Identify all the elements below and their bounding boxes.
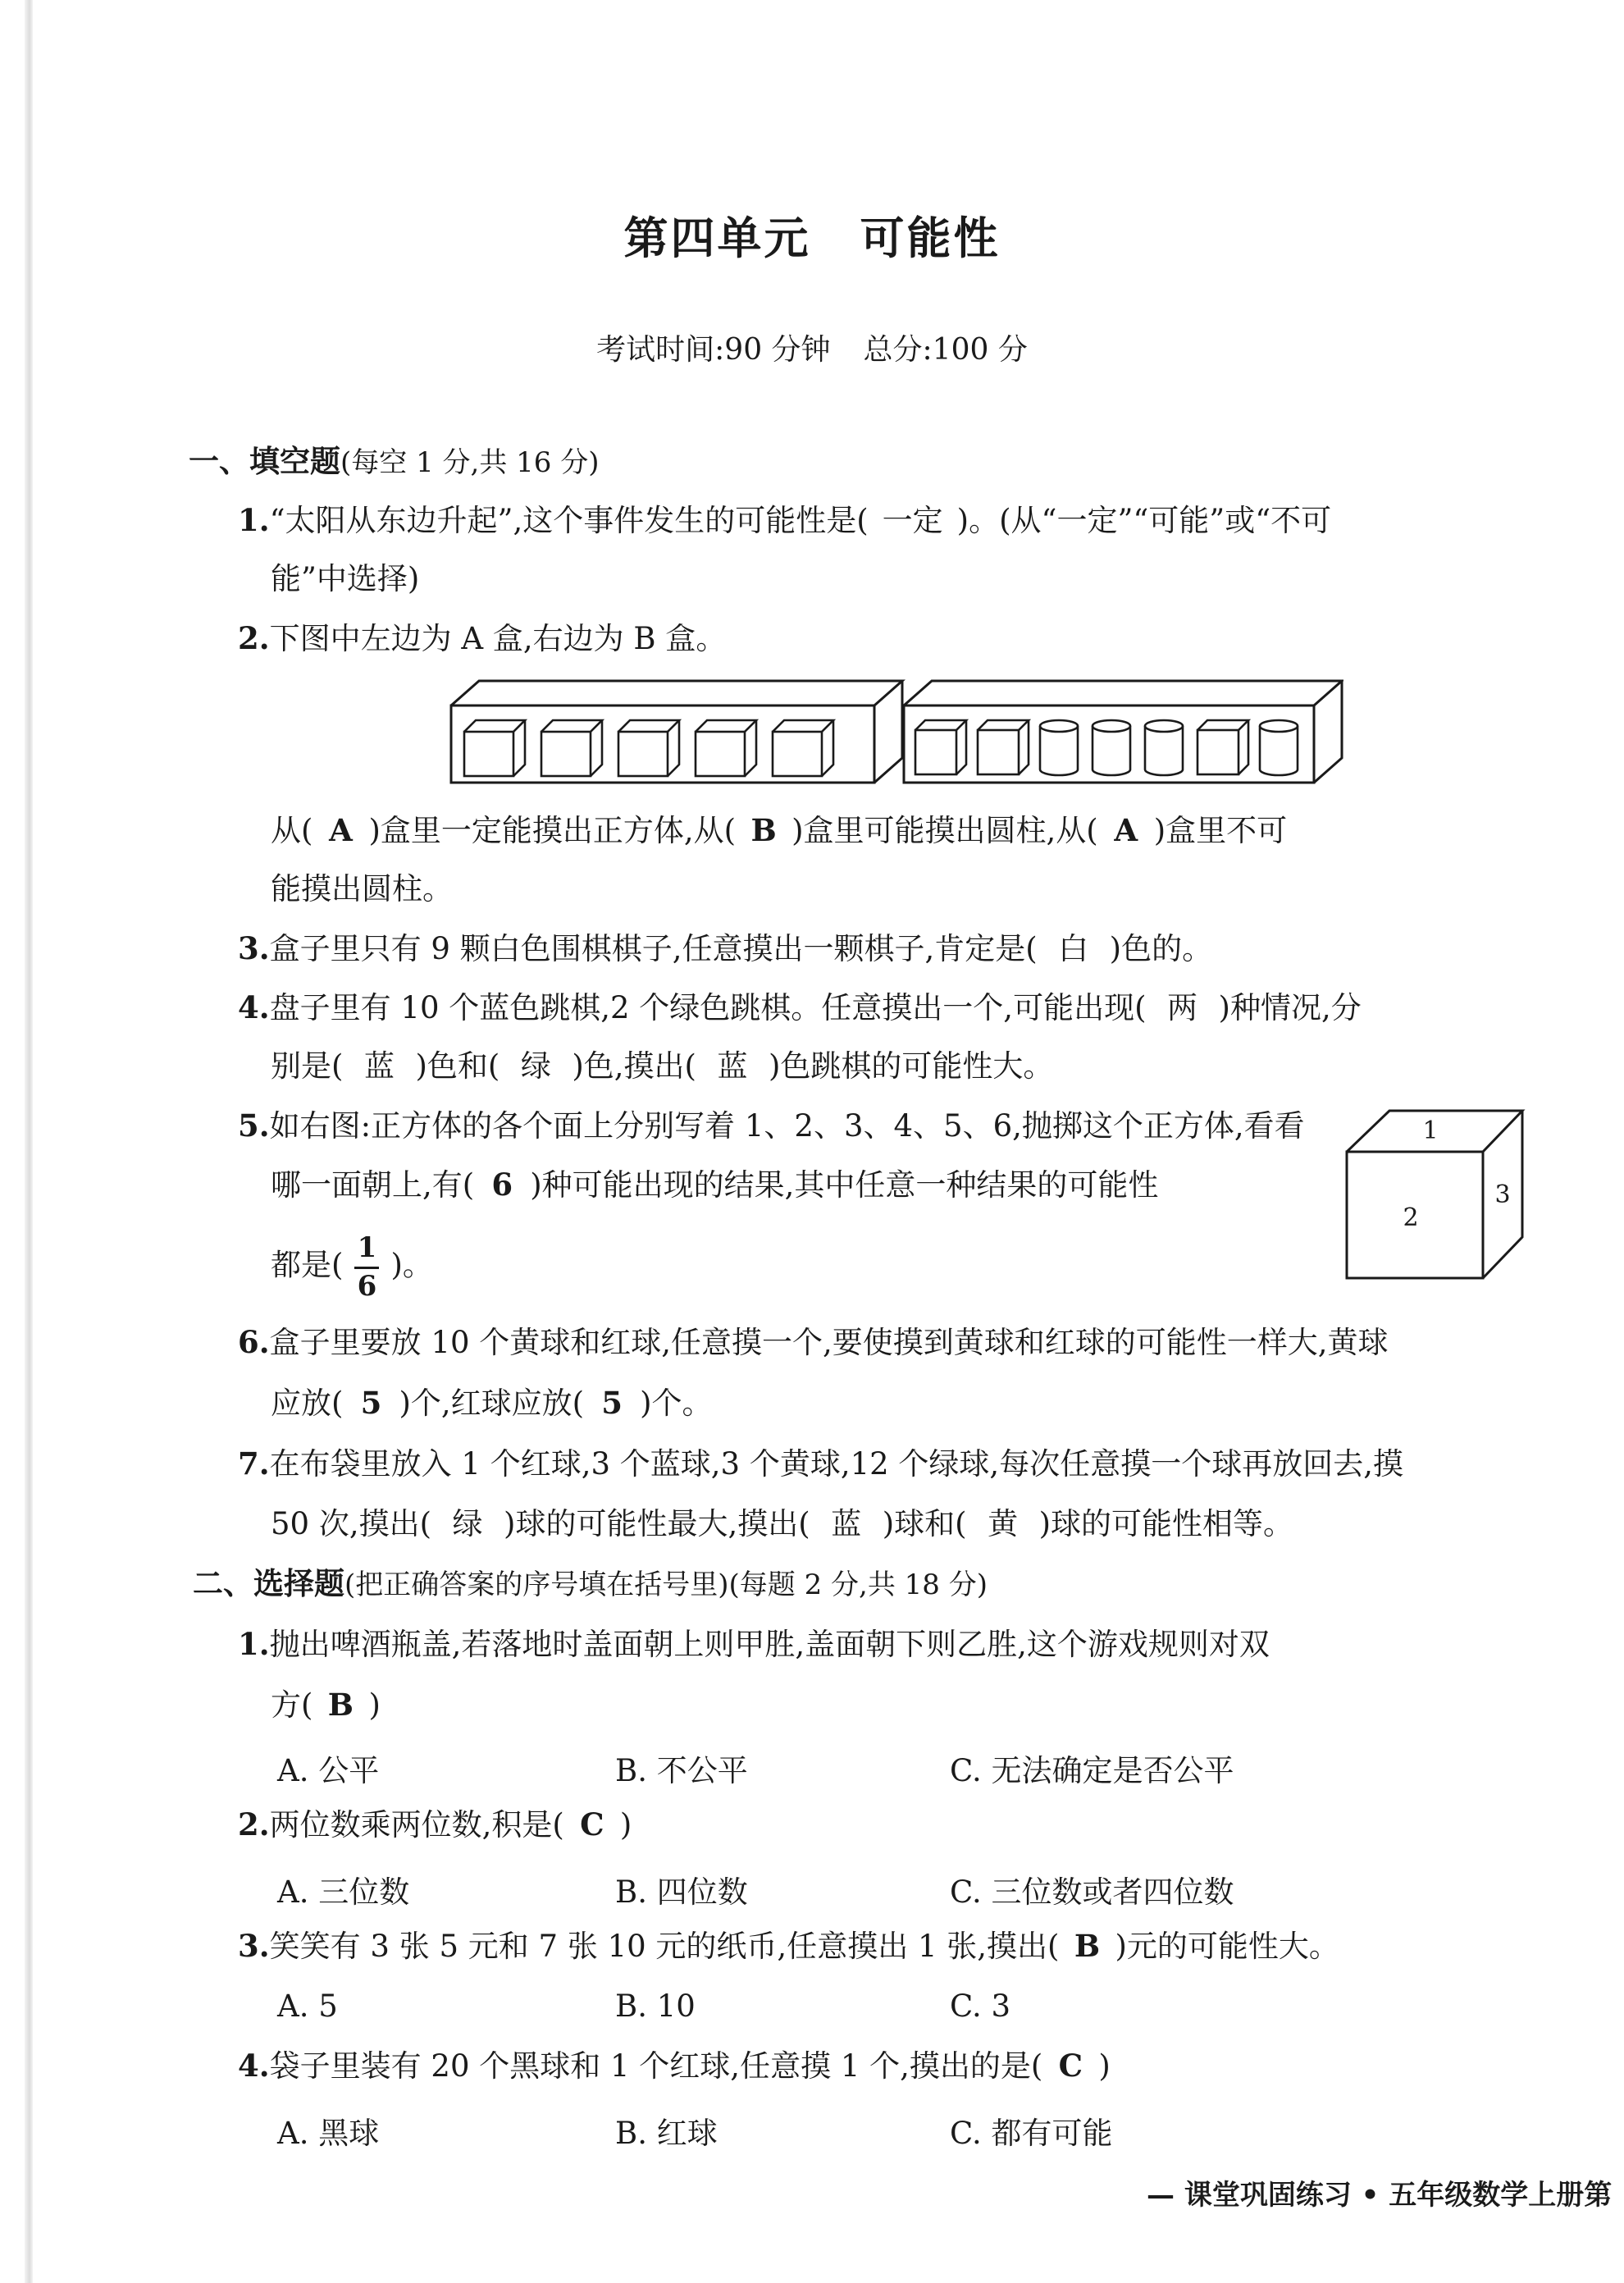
choice-1-option-a: A. 公平: [277, 1753, 380, 1788]
section-2-heading: 二、选择题(把正确答案的序号填在括号里)(每题 2 分,共 18 分): [193, 1565, 988, 1601]
answer-q1: 一定: [882, 503, 943, 538]
answer-q4-2: 蓝: [363, 1048, 395, 1084]
choice-2-option-b: B. 四位数: [615, 1874, 748, 1910]
answer-q2-2: B: [750, 812, 777, 848]
exam-time: 考试时间:90 分钟: [596, 333, 831, 367]
question-2: 2.下图中左边为 A 盒,右边为 B 盒。: [238, 620, 727, 656]
answer-q4-4: 蓝: [717, 1048, 748, 1084]
cylinder-icon: [1040, 720, 1078, 775]
cube-icon: [915, 720, 966, 774]
choice-1-option-b: B. 不公平: [615, 1753, 748, 1788]
question-6-cont: 应放( 5 )个,红球应放( 5 )个。: [271, 1385, 713, 1421]
choice-question-1: 1.抛出啤酒瓶盖,若落地时盖面朝上则甲胜,盖面朝下则乙胜,这个游戏规则对双: [238, 1626, 1270, 1662]
cylinder-icon: [1260, 720, 1298, 775]
answer-q2-1: A: [329, 812, 353, 848]
choice-question-1-cont: 方( B ): [271, 1687, 381, 1723]
answer-q7-2: 蓝: [831, 1506, 862, 1541]
answer-q5-1: 6: [491, 1167, 513, 1203]
cube-icon: [464, 720, 525, 776]
question-1-cont: 能”中选择): [271, 561, 420, 596]
cube-icon: [541, 720, 602, 776]
choice-3-option-b: B. 10: [615, 1988, 696, 2024]
answer-choice-3: B: [1074, 1928, 1101, 1964]
items-b: [915, 720, 1298, 775]
answer-q4-1: 两: [1167, 990, 1198, 1025]
question-2-cont: 能摸出圆柱。: [271, 871, 453, 906]
choice-4-option-b: B. 红球: [615, 2116, 718, 2151]
choice-3-option-a: A. 5: [277, 1988, 338, 2024]
choice-3-option-c: C. 3: [950, 1988, 1011, 2024]
cube-face-top: 1: [1422, 1116, 1439, 1145]
question-7-cont: 50 次,摸出( 绿 )球的可能性最大,摸出( 蓝 )球和( 黄 )球的可能性相等。: [271, 1506, 1293, 1541]
choice-4-option-a: A. 黑球: [277, 2116, 380, 2151]
section-1-heading: 一、填空题(每空 1 分,共 16 分): [189, 443, 600, 479]
cube-items-a: [464, 720, 833, 776]
answer-q6-1: 5: [360, 1385, 382, 1421]
question-4-cont: 别是( 蓝 )色和( 绿 )色,摸出( 蓝 )色跳棋的可能性大。: [271, 1048, 1054, 1084]
choice-question-3: 3.笑笑有 3 张 5 元和 7 张 10 元的纸币,任意摸出 1 张,摸出( B )元的可能性大。: [238, 1928, 1339, 1964]
choice-1-option-c: C. 无法确定是否公平: [950, 1753, 1234, 1788]
exam-info: [0, 326, 1624, 368]
choice-2-option-c: C. 三位数或者四位数: [950, 1874, 1234, 1910]
question-2-answer-line: 从( A )盒里一定能摸出正方体,从( B )盒里可能摸出圆柱,从( A )盒里不可: [271, 812, 1288, 848]
box-diagram: [449, 679, 1343, 786]
question-4: 4.盘子里有 10 个蓝色跳棋,2 个绿色跳棋。任意摸出一个,可能出现( 两 )种情况,分: [238, 989, 1362, 1025]
page-title: 第四单元 可能性: [623, 212, 1001, 264]
answer-q3: 白: [1058, 931, 1089, 966]
question-5-line-3: 都是( $\frac{1}{6}$ )。: [271, 1231, 433, 1303]
answer-q7-1: 绿: [452, 1506, 483, 1541]
answer-choice-4: C: [1058, 2048, 1083, 2084]
choice-question-4: 4.袋子里装有 20 个黑球和 1 个红球,任意摸 1 个,摸出的是( C ): [238, 2048, 1111, 2084]
cylinder-icon: [1145, 720, 1183, 775]
answer-choice-1: B: [327, 1687, 354, 1723]
answer-q7-3: 黄: [988, 1506, 1019, 1541]
question-1: 1.“太阳从东边升起”,这个事件发生的可能性是( 一定 )。(从“一定”“可能”或“不可: [238, 502, 1332, 538]
cube-icon: [696, 720, 756, 776]
question-5: 5.如右图:正方体的各个面上分别写着 1、2、3、4、5、6,抛掷这个正方体,看看: [238, 1107, 1305, 1144]
question-7: 7.在布袋里放入 1 个红球,3 个蓝球,3 个黄球,12 个绿球,每次任意摸一个球再放回去,摸: [238, 1445, 1403, 1482]
answer-choice-2: C: [580, 1806, 604, 1842]
exam-total-score: 总分:100 分: [863, 333, 1028, 367]
question-3: 3.盒子里只有 9 颗白色围棋棋子,任意摸出一颗棋子,肯定是( 白 )色的。: [238, 930, 1213, 966]
choice-4-option-c: C. 都有可能: [950, 2116, 1113, 2151]
page-footer: — 课堂巩固练习 • 五年级数学上册第: [1147, 2179, 1613, 2212]
cube-icon: [1197, 720, 1248, 774]
choice-2-option-a: A. 三位数: [277, 1874, 410, 1910]
cube-face-front: 2: [1403, 1203, 1419, 1232]
question-6: 6.盒子里要放 10 个黄球和红球,任意摸一个,要使摸到黄球和红球的可能性一样大,黄球: [238, 1324, 1389, 1360]
choice-question-2: 2.两位数乘两位数,积是( C ): [238, 1806, 632, 1842]
number-cube-figure: [1345, 1109, 1526, 1281]
cube-icon: [618, 720, 679, 776]
answer-q6-2: 5: [601, 1385, 623, 1421]
answer-q2-3: A: [1114, 812, 1138, 848]
answer-q5-fraction: $\frac{1}{6}$: [354, 1234, 379, 1301]
cube-face-side: 3: [1494, 1180, 1511, 1209]
question-5-line-2: 哪一面朝上,有( 6 )种可能出现的结果,其中任意一种结果的可能性: [271, 1167, 1159, 1203]
cube-icon: [978, 720, 1029, 774]
answer-q4-3: 绿: [520, 1048, 551, 1084]
cube-icon: [773, 720, 833, 776]
cylinder-icon: [1093, 720, 1130, 775]
